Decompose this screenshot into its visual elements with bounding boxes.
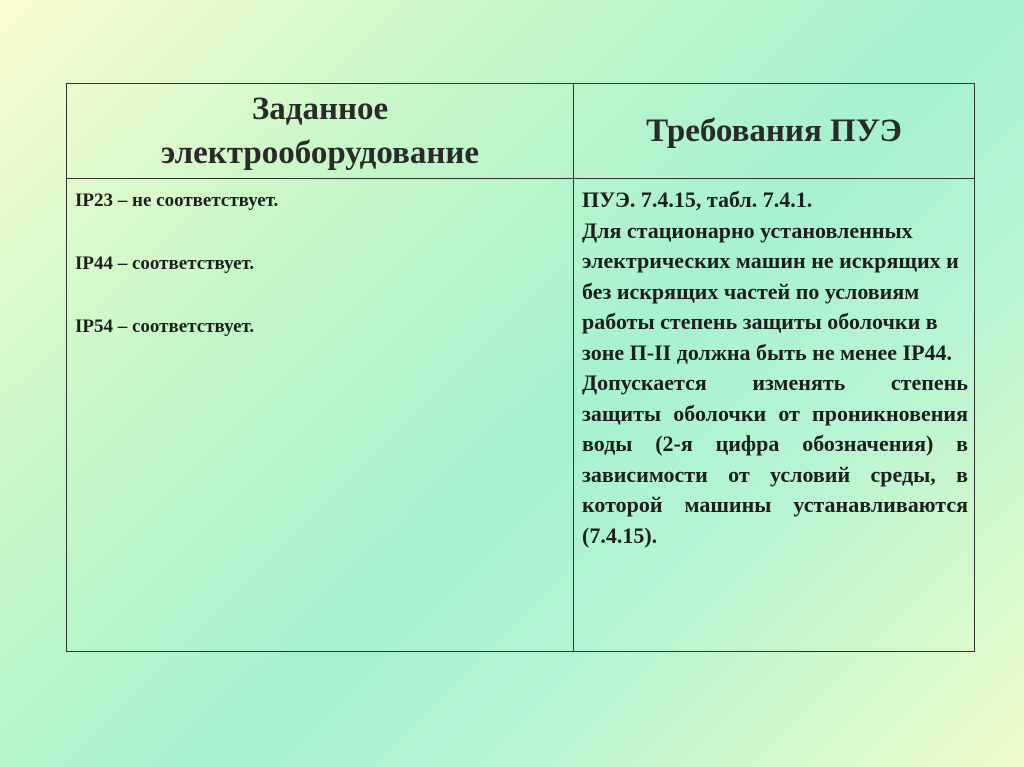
- requirement-paragraph-1: Для стационарно установленных электрических машин не искрящих и без искрящих частей по условиям работы степень защиты оболочки в зоне П-II должна быть не менее IP44.: [582, 217, 959, 365]
- requirement-reference: ПУЭ. 7.4.15, табл. 7.4.1.: [582, 187, 813, 212]
- header-requirements: Требования ПУЭ: [574, 84, 975, 179]
- header-equipment: [67, 84, 574, 179]
- requirements-cell: [574, 179, 975, 652]
- header-row: [67, 84, 975, 179]
- equipment-cell: [67, 179, 574, 652]
- body-row: [67, 179, 975, 652]
- header-equipment-line1: Заданное: [251, 91, 389, 127]
- equipment-item-ip44: IP44 – соответствует.: [75, 253, 255, 274]
- equipment-item-ip54: IP54 – соответствует.: [75, 316, 255, 337]
- header-equipment-line2: электрооборудование: [160, 135, 480, 171]
- requirement-paragraph-2: Допускается изменять степень защиты оболочки от проникновения воды (2-я цифра обозначения) в зависимости от условий среды, в которой машины устанавливаются (7.4.15).: [582, 370, 968, 548]
- requirements-table: [66, 83, 975, 652]
- equipment-item-ip23: IP23 – не соответствует.: [75, 190, 279, 211]
